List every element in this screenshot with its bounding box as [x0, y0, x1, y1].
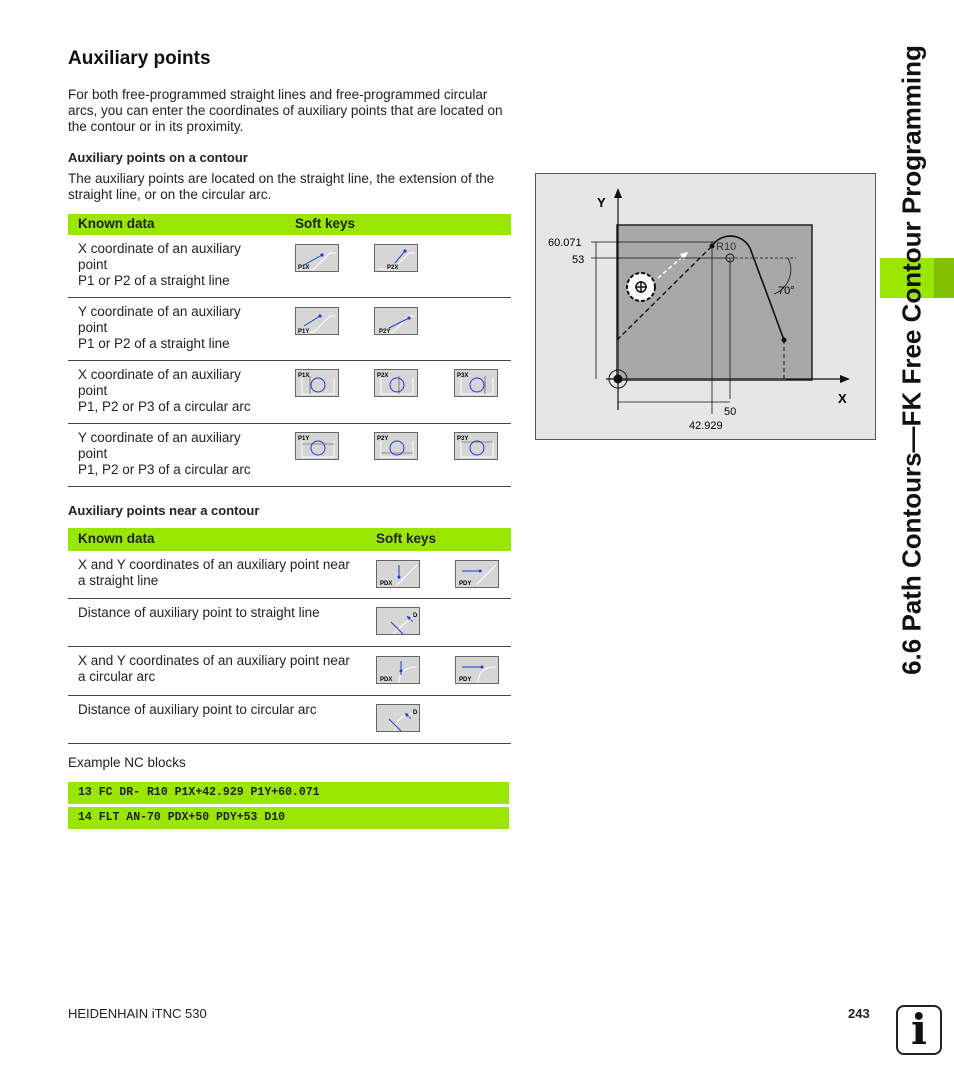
- angle-label: 70°: [778, 285, 795, 297]
- svg-text:P1X: P1X: [298, 265, 310, 271]
- col-known-data: Known data: [78, 531, 155, 546]
- softkey-arc-p1x[interactable]: [295, 369, 339, 397]
- nc-block: 14 FLT AN-70 PDX+50 PDY+53 D10: [68, 807, 509, 829]
- softkey-arc-p3y[interactable]: [454, 432, 498, 460]
- table-header: [68, 528, 511, 551]
- subheading-near-contour: Auxiliary points near a contour: [68, 503, 260, 518]
- chapter-tab-accent: [934, 258, 954, 298]
- softkey-p1x[interactable]: [295, 244, 339, 272]
- radius-label: R10: [716, 241, 737, 253]
- contour-diagram: [536, 174, 877, 441]
- softkey-d-arc[interactable]: [376, 704, 420, 732]
- table-row: [68, 235, 511, 298]
- svg-text:P2Y: P2Y: [379, 329, 391, 335]
- row-label: X and Y coordinates of an auxiliary point near a circular arc: [78, 653, 350, 684]
- dim-x1: 50: [724, 406, 737, 418]
- table-row: [68, 424, 511, 487]
- page-number: 243: [848, 1006, 870, 1021]
- table-on-contour: [68, 214, 511, 487]
- col-known-data: Known data: [78, 216, 155, 231]
- svg-text:P2X: P2X: [377, 373, 389, 379]
- table-row: [68, 361, 511, 424]
- table-header: [68, 214, 511, 235]
- y-axis-label: Y: [597, 195, 606, 210]
- section-heading: Auxiliary points: [68, 48, 211, 69]
- svg-text:PDY: PDY: [459, 677, 472, 683]
- row-label: X and Y coordinates of an auxiliary point near a straight line: [78, 557, 350, 588]
- row-label: Distance of auxiliary point to straight line: [78, 605, 320, 620]
- svg-text:D: D: [413, 613, 418, 619]
- svg-text:P1Y: P1Y: [298, 329, 310, 335]
- row-label: X coordinate of an auxiliary point P1 or P2 of a straight line: [78, 241, 241, 288]
- row-label: X coordinate of an auxiliary point P1, P2 or P3 of a circular arc: [78, 367, 251, 414]
- softkey-d-line[interactable]: [376, 607, 420, 635]
- svg-text:P2X: P2X: [387, 265, 399, 271]
- softkey-arc-p2x[interactable]: [374, 369, 418, 397]
- col-soft-keys: Soft keys: [295, 216, 356, 231]
- svg-text:P3Y: P3Y: [457, 436, 469, 442]
- softkey-pdy-line[interactable]: [455, 560, 499, 588]
- svg-text:P1Y: P1Y: [298, 436, 310, 442]
- on-contour-paragraph: The auxiliary points are located on the straight line, the extension of the straight line, or on the circular arc.: [68, 171, 495, 202]
- dim-x2: 42.929: [689, 420, 723, 432]
- contour-figure: [535, 173, 876, 440]
- dim-y2: 53: [572, 254, 585, 266]
- dim-y1: 60.071: [548, 237, 582, 249]
- subheading-on-contour: Auxiliary points on a contour: [68, 150, 248, 165]
- softkey-pdx-line[interactable]: [376, 560, 420, 588]
- row-label: Y coordinate of an auxiliary point P1 or P2 of a straight line: [78, 304, 241, 351]
- table-row: [68, 647, 511, 696]
- table-row: [68, 599, 511, 647]
- svg-text:P1X: P1X: [298, 373, 310, 379]
- svg-text:PDX: PDX: [380, 581, 393, 587]
- table-near-contour: [68, 528, 511, 744]
- svg-text:D: D: [413, 710, 418, 716]
- table-row: [68, 298, 511, 361]
- svg-text:PDY: PDY: [459, 581, 472, 587]
- info-icon: i: [896, 1005, 942, 1055]
- nc-block: 13 FC DR- R10 P1X+42.929 P1Y+60.071: [68, 782, 509, 804]
- svg-text:P3X: P3X: [457, 373, 469, 379]
- softkey-p1y[interactable]: [295, 307, 339, 335]
- softkey-arc-p3x[interactable]: [454, 369, 498, 397]
- table-row: [68, 551, 511, 599]
- intro-paragraph: For both free-programmed straight lines and free-programmed circular arcs, you can enter the coordinates of auxiliary points that are located on the contour or in its proximity.: [68, 87, 503, 134]
- col-soft-keys: Soft keys: [376, 531, 437, 546]
- row-label: Y coordinate of an auxiliary point P1, P2 or P3 of a circular arc: [78, 430, 251, 477]
- softkey-pdy-arc[interactable]: [455, 656, 499, 684]
- svg-text:P2Y: P2Y: [377, 436, 389, 442]
- row-label: Distance of auxiliary point to circular arc: [78, 702, 317, 717]
- softkey-arc-p2y[interactable]: [374, 432, 418, 460]
- softkey-p2x[interactable]: [374, 244, 418, 272]
- chapter-title-vertical: 6.6 Path Contours—FK Free Contour Programming: [896, 45, 927, 675]
- example-label: Example NC blocks: [68, 755, 186, 770]
- softkey-arc-p1y[interactable]: [295, 432, 339, 460]
- svg-text:PDX: PDX: [380, 677, 393, 683]
- footer-left: HEIDENHAIN iTNC 530: [68, 1006, 207, 1021]
- x-axis-label: X: [838, 391, 847, 406]
- softkey-pdx-arc[interactable]: [376, 656, 420, 684]
- table-row: [68, 696, 511, 744]
- softkey-p2y[interactable]: [374, 307, 418, 335]
